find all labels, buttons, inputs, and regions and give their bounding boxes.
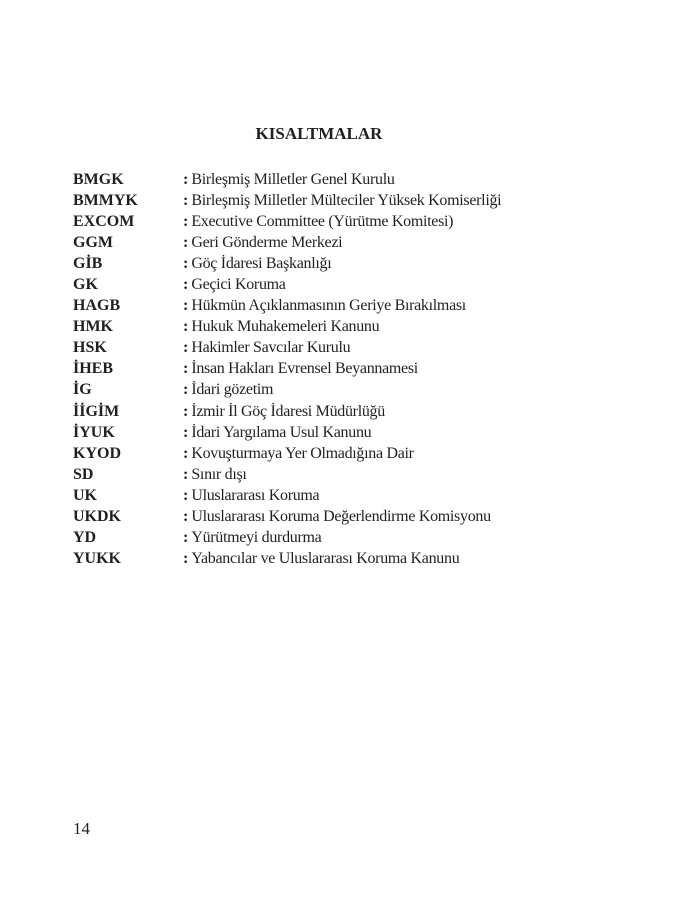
abbreviation: BMMYK: [73, 192, 138, 210]
abbreviation-row: [73, 316, 501, 337]
abbreviation-meaning: Hakimler Savcılar Kurulu: [191, 339, 351, 357]
abbreviation-meaning: Kovuşturmaya Yer Olmadığına Dair: [191, 444, 414, 462]
abbreviation-row: [73, 274, 501, 295]
abbreviation: İG: [73, 381, 92, 399]
abbreviation: EXCOM: [73, 213, 135, 231]
separator: :: [183, 213, 189, 231]
abbreviation-meaning: Hükmün Açıklanmasının Geriye Bırakılması: [191, 297, 466, 315]
abbreviation-row: [73, 506, 501, 527]
separator: :: [183, 507, 189, 525]
abbreviation-row: [73, 190, 501, 211]
abbreviation-row: [73, 337, 501, 358]
abbreviation: SD: [73, 465, 94, 483]
abbreviation-row: [73, 548, 501, 569]
abbreviation: YD: [73, 528, 97, 546]
abbreviation: UKDK: [73, 507, 121, 525]
abbreviation-row: [73, 253, 501, 274]
separator: :: [183, 297, 189, 315]
abbreviation-row: [73, 485, 501, 506]
separator: :: [183, 465, 189, 483]
abbreviation-meaning: Yürütmeyi durdurma: [191, 528, 322, 546]
abbreviation-meaning: Yabancılar ve Uluslararası Koruma Kanunu: [191, 549, 460, 567]
separator: :: [183, 276, 189, 294]
abbreviation-meaning: Executive Committee (Yürütme Komitesi): [191, 213, 454, 231]
abbreviation: HAGB: [73, 297, 121, 315]
abbreviation: İHEB: [73, 360, 114, 378]
separator: :: [183, 423, 189, 441]
separator: :: [183, 444, 189, 462]
abbreviation-row: [73, 211, 501, 232]
separator: :: [183, 318, 189, 336]
abbreviation-row: [73, 401, 501, 422]
abbreviation-meaning: Birleşmiş Milletler Genel Kurulu: [191, 171, 395, 188]
abbreviation: İİGİM: [73, 402, 120, 420]
abbreviation: GK: [73, 276, 98, 294]
abbreviation-row: [73, 295, 501, 316]
abbreviation: HMK: [73, 318, 113, 336]
abbreviation-meaning: İdari Yargılama Usul Kanunu: [191, 423, 372, 441]
abbreviation: GİB: [73, 255, 103, 273]
abbreviation-meaning: Geri Gönderme Merkezi: [191, 234, 343, 252]
abbreviation: UK: [73, 486, 97, 504]
abbreviation-meaning: Uluslararası Koruma: [191, 486, 320, 504]
abbreviation-row: [73, 527, 501, 548]
abbreviation-meaning: İnsan Hakları Evrensel Beyannamesi: [191, 360, 418, 378]
separator: :: [183, 402, 189, 420]
abbreviation-list: [73, 169, 501, 569]
separator: :: [183, 192, 189, 210]
abbreviation: HSK: [73, 339, 107, 357]
abbreviation: İYUK: [73, 423, 115, 441]
abbreviation-meaning: Uluslararası Koruma Değerlendirme Komisyonu: [191, 507, 491, 525]
abbreviation-row: [73, 443, 501, 464]
abbreviation: BMGK: [73, 171, 124, 188]
abbreviation: KYOD: [73, 444, 121, 462]
abbreviation-row: [73, 464, 501, 485]
separator: :: [183, 528, 189, 546]
abbreviation-meaning: Sınır dışı: [191, 465, 247, 483]
page-title: KISALTMALAR: [255, 124, 383, 143]
abbreviation-row: [73, 358, 501, 379]
page-number: 14: [73, 819, 90, 838]
separator: :: [183, 381, 189, 399]
abbreviation-meaning: İzmir İl Göç İdaresi Müdürlüğü: [191, 402, 385, 420]
separator: :: [183, 171, 189, 188]
abbreviation-row: [73, 169, 501, 190]
abbreviation-meaning: Geçici Koruma: [191, 276, 286, 294]
separator: :: [183, 339, 189, 357]
abbreviation: GGM: [73, 234, 113, 252]
abbreviation-meaning: Birleşmiş Milletler Mülteciler Yüksek Komiserliği: [191, 192, 502, 210]
abbreviation-row: [73, 422, 501, 443]
separator: :: [183, 486, 189, 504]
abbreviation-meaning: Hukuk Muhakemeleri Kanunu: [191, 318, 380, 336]
abbreviation-meaning: İdari gözetim: [191, 381, 274, 399]
abbreviation-row: [73, 379, 501, 400]
separator: :: [183, 360, 189, 378]
separator: :: [183, 255, 189, 273]
abbreviation-meaning: Göç İdaresi Başkanlığı: [191, 255, 332, 273]
separator: :: [183, 549, 189, 567]
separator: :: [183, 234, 189, 252]
abbreviation: YUKK: [73, 549, 121, 567]
abbreviation-row: [73, 232, 501, 253]
